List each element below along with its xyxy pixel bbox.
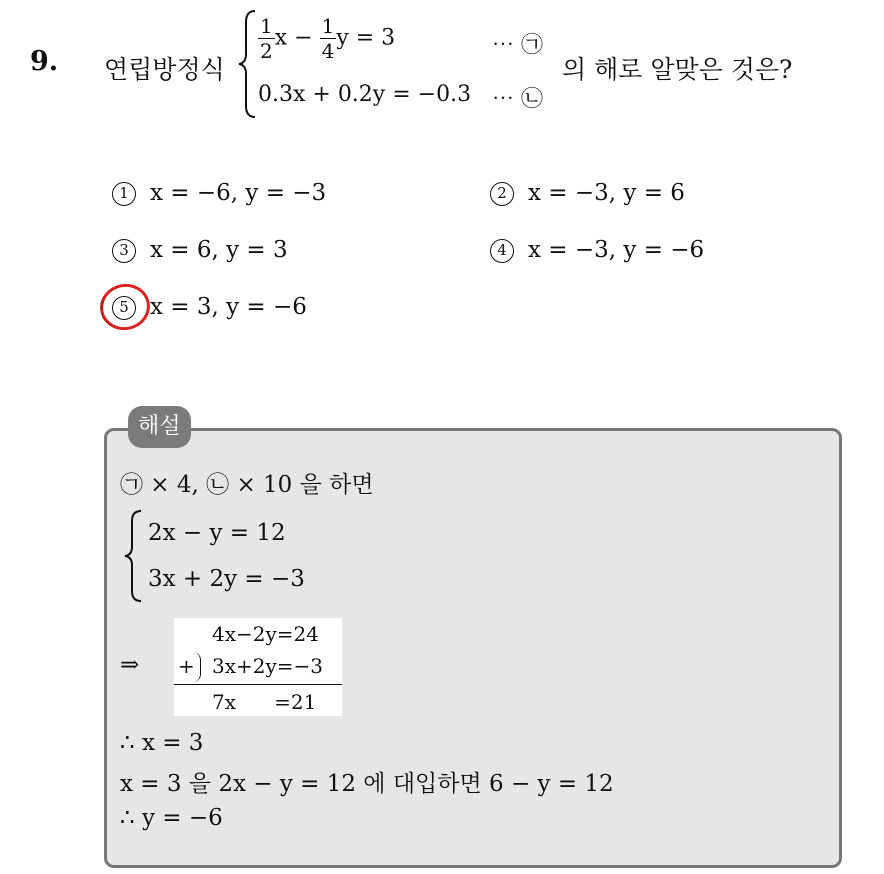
choice-text: x = −3, y = −6 xyxy=(528,237,705,263)
solution-substitute: x = 3 을 2x − y = 12 에 대입하면 6 − y = 12 xyxy=(120,771,614,797)
calc-plus-bracket xyxy=(190,652,201,682)
solution-y-result: ∴ y = −6 xyxy=(120,805,223,831)
answer-circle-mark xyxy=(96,279,154,334)
calc-row-1: 4x−2y=24 xyxy=(212,622,319,646)
implies-arrow: ⇒ xyxy=(120,652,140,678)
eq1-mid: x − xyxy=(274,25,313,51)
calc-plus: + xyxy=(178,654,195,678)
question-text: 연립방정식 xyxy=(104,55,225,84)
fraction-half: $\frac{1}{2}$ xyxy=(260,14,273,63)
choice-3[interactable] xyxy=(112,237,288,263)
choice-2[interactable] xyxy=(490,180,685,206)
solution-label: 해설 xyxy=(128,406,191,448)
eq1-rest: y = 3 xyxy=(336,25,396,51)
choice-number: 5 xyxy=(112,296,136,320)
solution-x-result: ∴ x = 3 xyxy=(120,730,204,756)
solution-system-eq-1: 2x − y = 12 xyxy=(148,520,286,546)
choice-number: 1 xyxy=(112,182,136,206)
system-brace xyxy=(236,8,258,120)
choice-text: x = 6, y = 3 xyxy=(150,237,288,263)
choice-text: x = 3, y = −6 xyxy=(150,294,307,320)
choice-number: 4 xyxy=(490,239,514,263)
solution-system-eq-2: 3x + 2y = −3 xyxy=(148,566,305,592)
calc-sum-line xyxy=(174,684,342,685)
solution-step-1: ㉠ × 4, ㉡ × 10 을 하면 xyxy=(120,472,374,498)
equation-1 xyxy=(258,16,395,61)
choice-text: x = −6, y = −3 xyxy=(150,180,327,206)
equation-2-tag: ⋯ ㉡ xyxy=(492,87,543,112)
fraction-quarter: $\frac{1}{4}$ xyxy=(321,14,335,63)
solution-system-brace xyxy=(122,508,144,604)
question-tail: 의 해로 알맞은 것은? xyxy=(562,55,793,84)
choice-number: 2 xyxy=(490,182,514,206)
choice-number: 3 xyxy=(112,239,136,263)
choice-4[interactable] xyxy=(490,237,704,263)
question-number: 9. xyxy=(30,46,59,77)
elimination-calc xyxy=(174,618,342,716)
equation-2: 0.3x + 0.2y = −0.3 xyxy=(258,82,472,107)
equation-1-tag: ⋯ ㉠ xyxy=(492,33,543,58)
choice-text: x = −3, y = 6 xyxy=(528,180,685,206)
calc-row-3: 7x =21 xyxy=(212,690,317,714)
choice-1[interactable] xyxy=(112,180,326,206)
calc-row-2: 3x+2y=−3 xyxy=(212,654,324,678)
